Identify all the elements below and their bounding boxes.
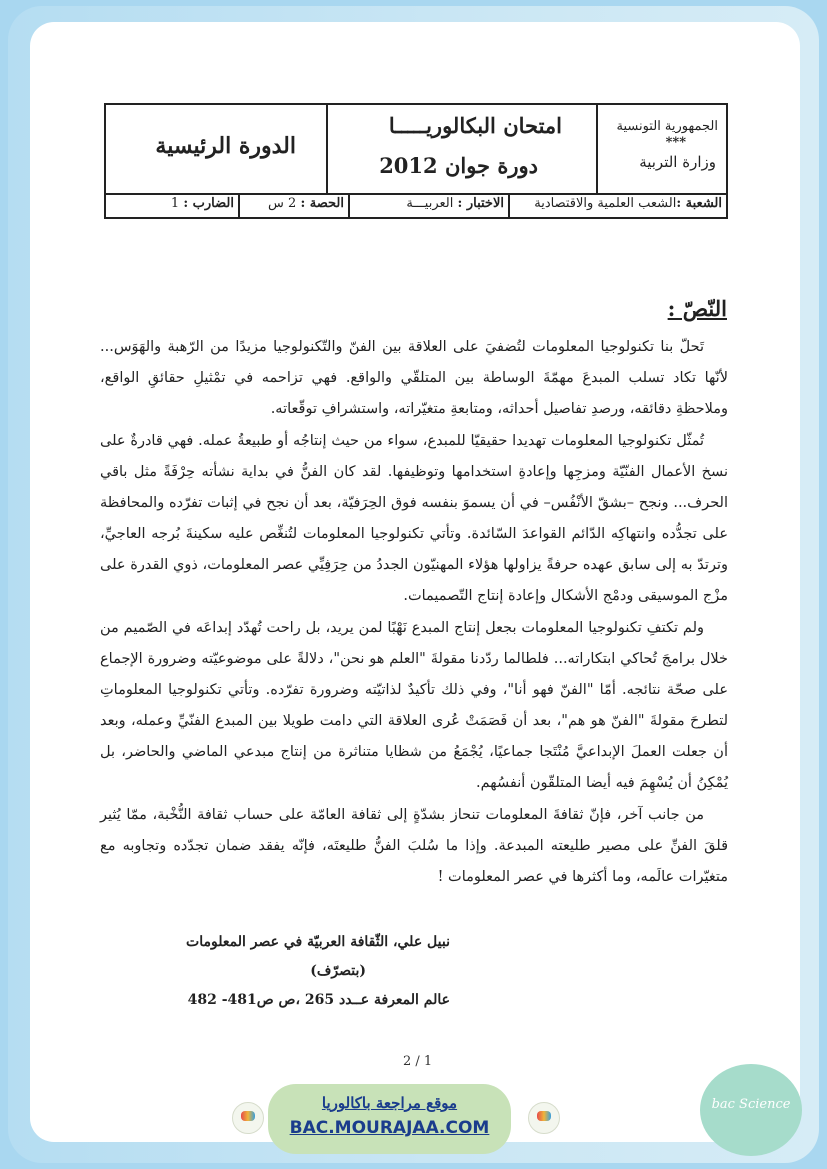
citation-edit-note: (بتصرّف) — [310, 963, 366, 979]
branch-field — [508, 193, 726, 217]
citation — [170, 928, 450, 1015]
subject-value: العربيـــة — [406, 196, 454, 211]
duration-value: 2 س — [268, 196, 297, 211]
site-name-arabic[interactable]: موقع مراجعة باكالوريا — [321, 1094, 458, 1112]
badge-text: bac Science — [711, 1097, 791, 1112]
citation-author: نبيل علي، الثّقافة العربيّة في عصر المعلومات — [186, 934, 450, 950]
page-number: 2 / 1 — [403, 1054, 433, 1069]
coefficient-label: الضارب : — [183, 196, 234, 211]
session-type-cell — [106, 105, 326, 193]
site-banner[interactable] — [268, 1084, 511, 1154]
exam-header — [104, 103, 728, 219]
ministry-label: وزارة التربية — [639, 153, 716, 171]
branch-value: الشعب العلمية والاقتصادية — [534, 196, 677, 211]
session-type: الدورة الرئيسية — [155, 133, 296, 159]
site-logo-icon — [232, 1102, 264, 1134]
coefficient-value: 1 — [170, 196, 180, 211]
paragraph: من جانب آخر، فإنّ ثقافةَ المعلومات تنحاز بشدّةٍ إلى ثقافة العامّة على حساب ثقافة النُّخْبة، ممّا يُثير قلقَ الفنِّ على مصير طليعته المبدعة. وإذا ما سُلبَ الفنُّ طليعتَه، فإنّه يفقد ضمان تجدّده وتجاوبه مع متغيّرات عالَمه، وما أكثرها في عصر المعلومات ! — [100, 807, 728, 885]
duration-label: الحصة : — [300, 196, 344, 211]
coefficient-field — [106, 193, 238, 217]
citation-source: عالم المعرفة عــدد 265 ،ص ص481- 482 — [187, 992, 450, 1008]
republic-label: الجمهورية التونسية — [616, 119, 718, 134]
exam-session: دورة جوان 2012 — [379, 153, 538, 178]
text-title: النّصّ : — [667, 296, 727, 321]
stars-separator: *** — [665, 135, 686, 150]
header-info-row — [106, 193, 726, 217]
paragraph: ولم تكتفِ تكنولوجيا المعلومات بجعل إنتاج المبدع نَهْبًا لمن يريد، بل راحت تُهدّد إبداعَه في الصّميم من خلال برامجَ تُحاكي ابتكاراته... فلطالما ردّدنا مقولةَ "العلم هو نحن"، دلالةً على موضوعيّته وضرورة الإجماع على صحّة نتائجه. أمّا "الفنّ فهو أنا"، وفي ذلك تأكيدٌ لذاتيّته وضرورة تفرّده. وتأتي تكنولوجيا المعلوماتِ لتطرحَ مقولةَ "الفنّ هو هم"، بعد أن فَصَمَتْ عُرى العلاقة التي دامت طويلا بين المبدع الفنّيِّ وعمله، وبعد أن جعلت العملَ الإبداعيَّ مُنْتَجا جماعيًا، يُجْمَعُ من شظايا متناثرة من إنتاج مبدعي الماضي والحاضر، بل يُمْكِنُ أن يُسْهِمَ فيه أيضا المتلقّون أنفسُهم. — [100, 620, 728, 791]
site-logo-icon — [528, 1102, 560, 1134]
ministry-cell — [596, 105, 726, 193]
body-text — [100, 332, 728, 894]
duration-field — [238, 193, 348, 217]
bac-science-badge — [700, 1064, 802, 1156]
branch-label: الشعبة : — [676, 196, 722, 211]
site-url-link[interactable]: BAC.MOURAJAA.COM — [289, 1118, 490, 1138]
exam-title-cell — [326, 105, 598, 193]
header-top-row — [106, 105, 726, 195]
paragraph: تُمثّل تكنولوجيا المعلومات تهديدا حقيقيّا للمبدع، سواء من حيث إنتاجُه أو طبيعةُ عمله. فهي قادرةٌ على نسخ الأعمال الفنّيّة ومزجِها وإعادةِ استخدامها وتوظيفها. لقد كان الفنُّ في بداية نشأته حِرْفَةً مثل باقي الحرف... ونجح –بشقّ الأنْفُس– في أن يسموَ بنفسه فوق الحِرَفيّة، بعد أن نجح في إثبات تفرّده والمحافظة على تجدُّده وانتهاكِه الدّائم القواعدَ السّائدة. وتأتي تكنولوجيا المعلومات لتُنغِّص عليه سكينةَ بُرجه العاجيِّ، وترتدّ به إلى سابق عهده حرفةً يزاولها هؤلاء المهنيّون الجددُ من حِرَفِيِّي عصر المعلومات، ذوي القدرة على مزْج الموسيقى ودمْج الأشكال وإعادة إنتاج التّصميمات. — [100, 433, 728, 604]
subject-field — [348, 193, 508, 217]
subject-label: الاختبار : — [457, 196, 504, 211]
exam-title: امتحان البكالوريـــــا — [388, 113, 562, 138]
paragraph: تَحلّ بنا تكنولوجيا المعلومات لتُضفيَ على العلاقة بين الفنّ والتّكنولوجيا مزيدًا من الرّهبة والهَوَس... لأنّها تكاد تسلب المبدعَ مهمّةَ الوساطة بين المتلقّي والواقع. فهي تزاحمه في تمْثيلِ حقائقِ الواقع، وملاحظةِ دقائقه، ورصدِ تفاصيل أحداثه، ومتابعةِ متغيّراته، واستشرافِ توقّعاته. — [100, 339, 728, 417]
